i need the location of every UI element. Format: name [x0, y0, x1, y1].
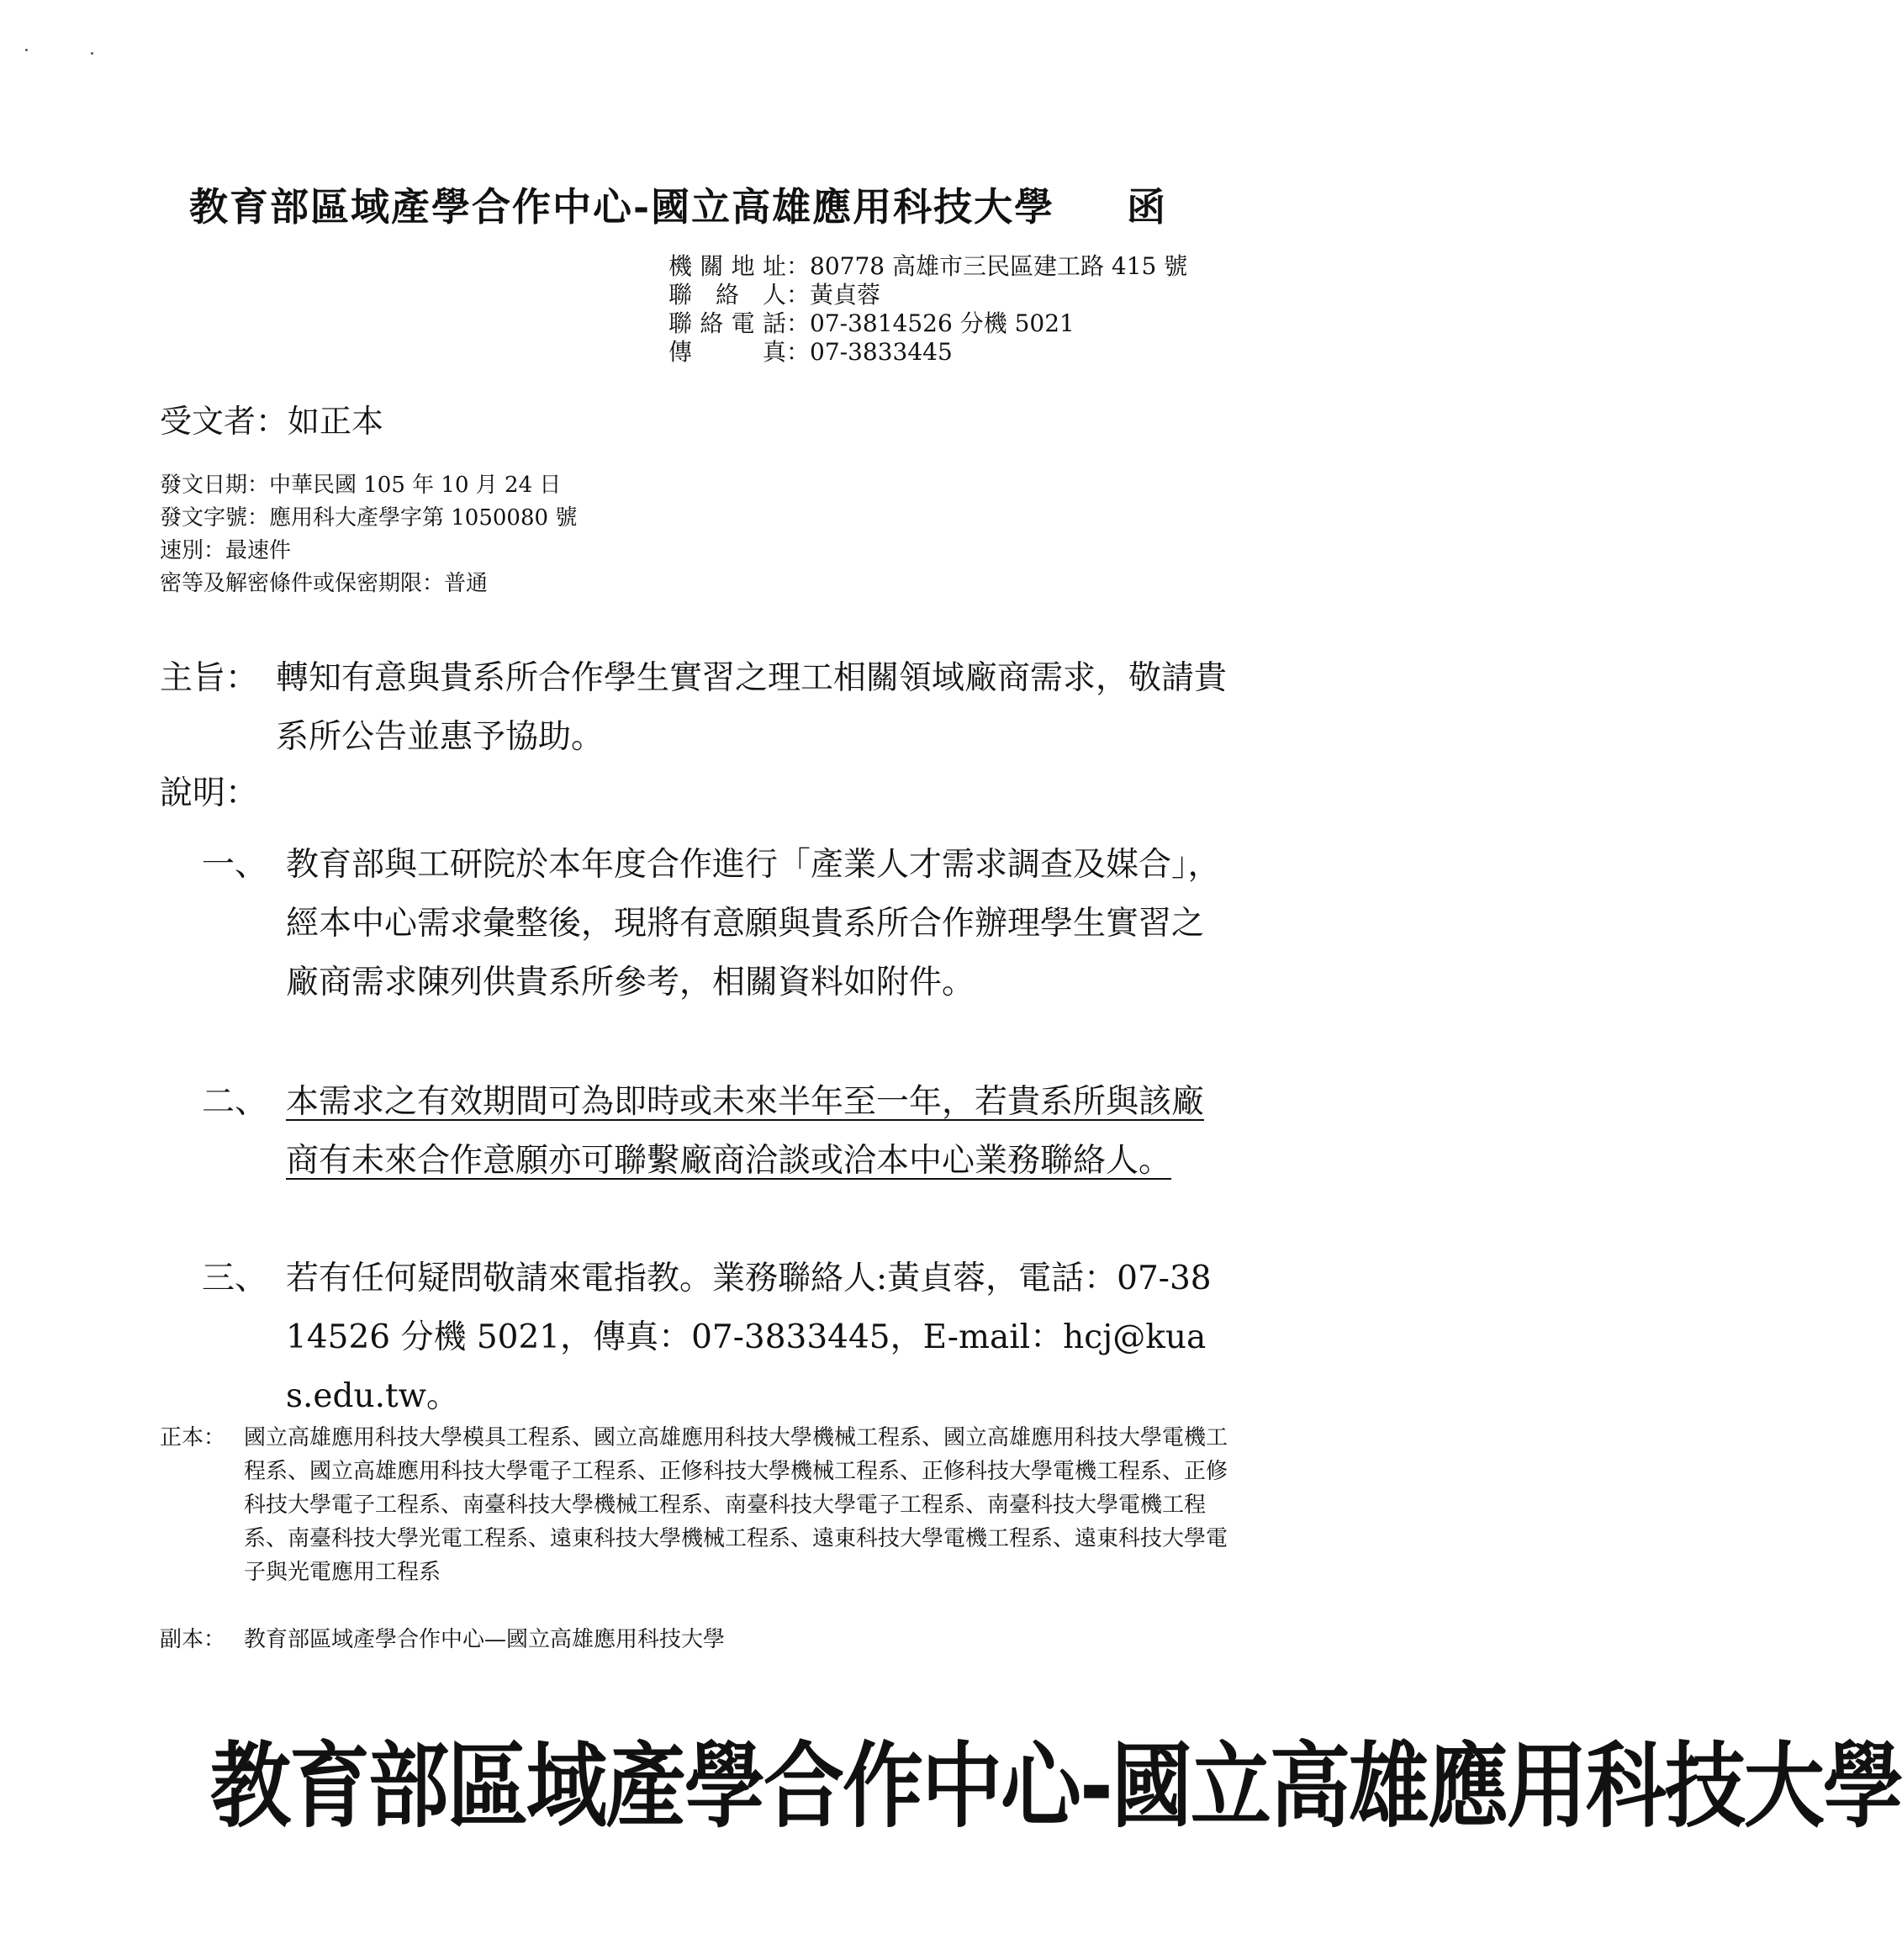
contact-label: 機關地址 — [668, 252, 786, 280]
contact-label: 聯絡電話 — [668, 309, 786, 337]
explanation-heading: 說明： — [160, 774, 259, 812]
scan-speck — [25, 49, 28, 51]
subject-text: 轉知有意與貴系所合作學生實習之理工相關領域廠商需求，敬請貴系所公告並惠予協助。 — [276, 659, 1228, 756]
contact-value: 80778 高雄市三民區建工路 415 號 — [810, 252, 1188, 280]
contact-row-fax: 傳真 ： 07-3833445 — [668, 338, 953, 366]
issue-meta-block — [160, 469, 577, 600]
carbon-copy-heading: 副本： — [160, 1627, 226, 1652]
contact-value: 07-3814526 分機 5021 — [810, 309, 1075, 337]
issue-date: 發文日期：中華民國 105 年 10 月 24 日 — [160, 473, 562, 498]
issuer-seal-stamp: 教育部區域產學合作中心-國立高雄應用科技大學 — [210, 1732, 1902, 1841]
original-recipients-list: 國立高雄應用科技大學模具工程系、國立高雄應用科技大學機械工程系、國立高雄應用科技大學電機工程系、國立高雄應用科技大學電子工程系、正修科技大學機械工程系、正修科技大學電機工程系、正修科技大學電子工程系、南臺科技大學機械工程系、南臺科技大學電子工程系、南臺科技大學電機工程系、南臺科技大學光電工程系、遠東科技大學機械工程系、遠東科技大學電機工程系、遠東科技大學電子與光電應用工程系 — [244, 1425, 1228, 1585]
item-number: 二、 — [202, 1083, 268, 1121]
contact-block — [668, 252, 1187, 367]
item-text: 若有任何疑問敬請來電指教。業務聯絡人:黃貞蓉，電話：07-3814526 分機 5021，傳真：07-3833445，E-mail：hcj@kuas.edu.tw。 — [286, 1260, 1212, 1415]
issuer-name: 教育部區域產學合作中心-國立高雄應用科技大學 — [189, 184, 1055, 230]
item-text-underlined: 本需求之有效期間可為即時或未來半年至一年，若貴系所與該廠商有未來合作意願亦可聯繫廠商洽談或洽本中心業務聯絡人。 — [286, 1083, 1205, 1180]
contact-row-person: 聯絡人 ： 黃貞蓉 — [668, 281, 881, 309]
contact-row-address: 機關地址 ： 80778 高雄市三民區建工路 415 號 — [668, 252, 1188, 280]
item-number: 三、 — [202, 1260, 268, 1297]
letter-title — [189, 177, 1215, 235]
document-kind: 函 — [1127, 184, 1167, 230]
carbon-copy-list: 教育部區域產學合作中心—國立高雄應用科技大學 — [244, 1627, 726, 1652]
confidentiality: 密等及解密條件或保密期限：普通 — [160, 571, 489, 596]
item-text: 教育部與工研院於本年度合作進行「產業人才需求調查及媒合」，經本中心需求彙整後，現將有意願與貴系所合作辦理學生實習之廠商需求陳列供貴系所參考，相關資料如附件。 — [286, 846, 1221, 1001]
contact-value: 07-3833445 — [810, 338, 953, 366]
contact-label: 傳真 — [668, 338, 786, 366]
issue-number: 發文字號：應用科大產學字第 1050080 號 — [160, 505, 578, 531]
contact-label: 聯絡人 — [668, 281, 786, 309]
contact-value: 黃貞蓉 — [810, 281, 881, 309]
contact-row-phone: 聯絡電話 ： 07-3814526 分機 5021 — [668, 309, 1075, 337]
subject-heading: 主旨： — [160, 659, 259, 697]
recipient-line: 受文者：如正本 — [160, 403, 384, 440]
urgency: 速別：最速件 — [160, 538, 292, 563]
scan-speck — [91, 52, 93, 55]
original-recipients-heading: 正本： — [160, 1425, 226, 1450]
item-number: 一、 — [202, 846, 268, 884]
